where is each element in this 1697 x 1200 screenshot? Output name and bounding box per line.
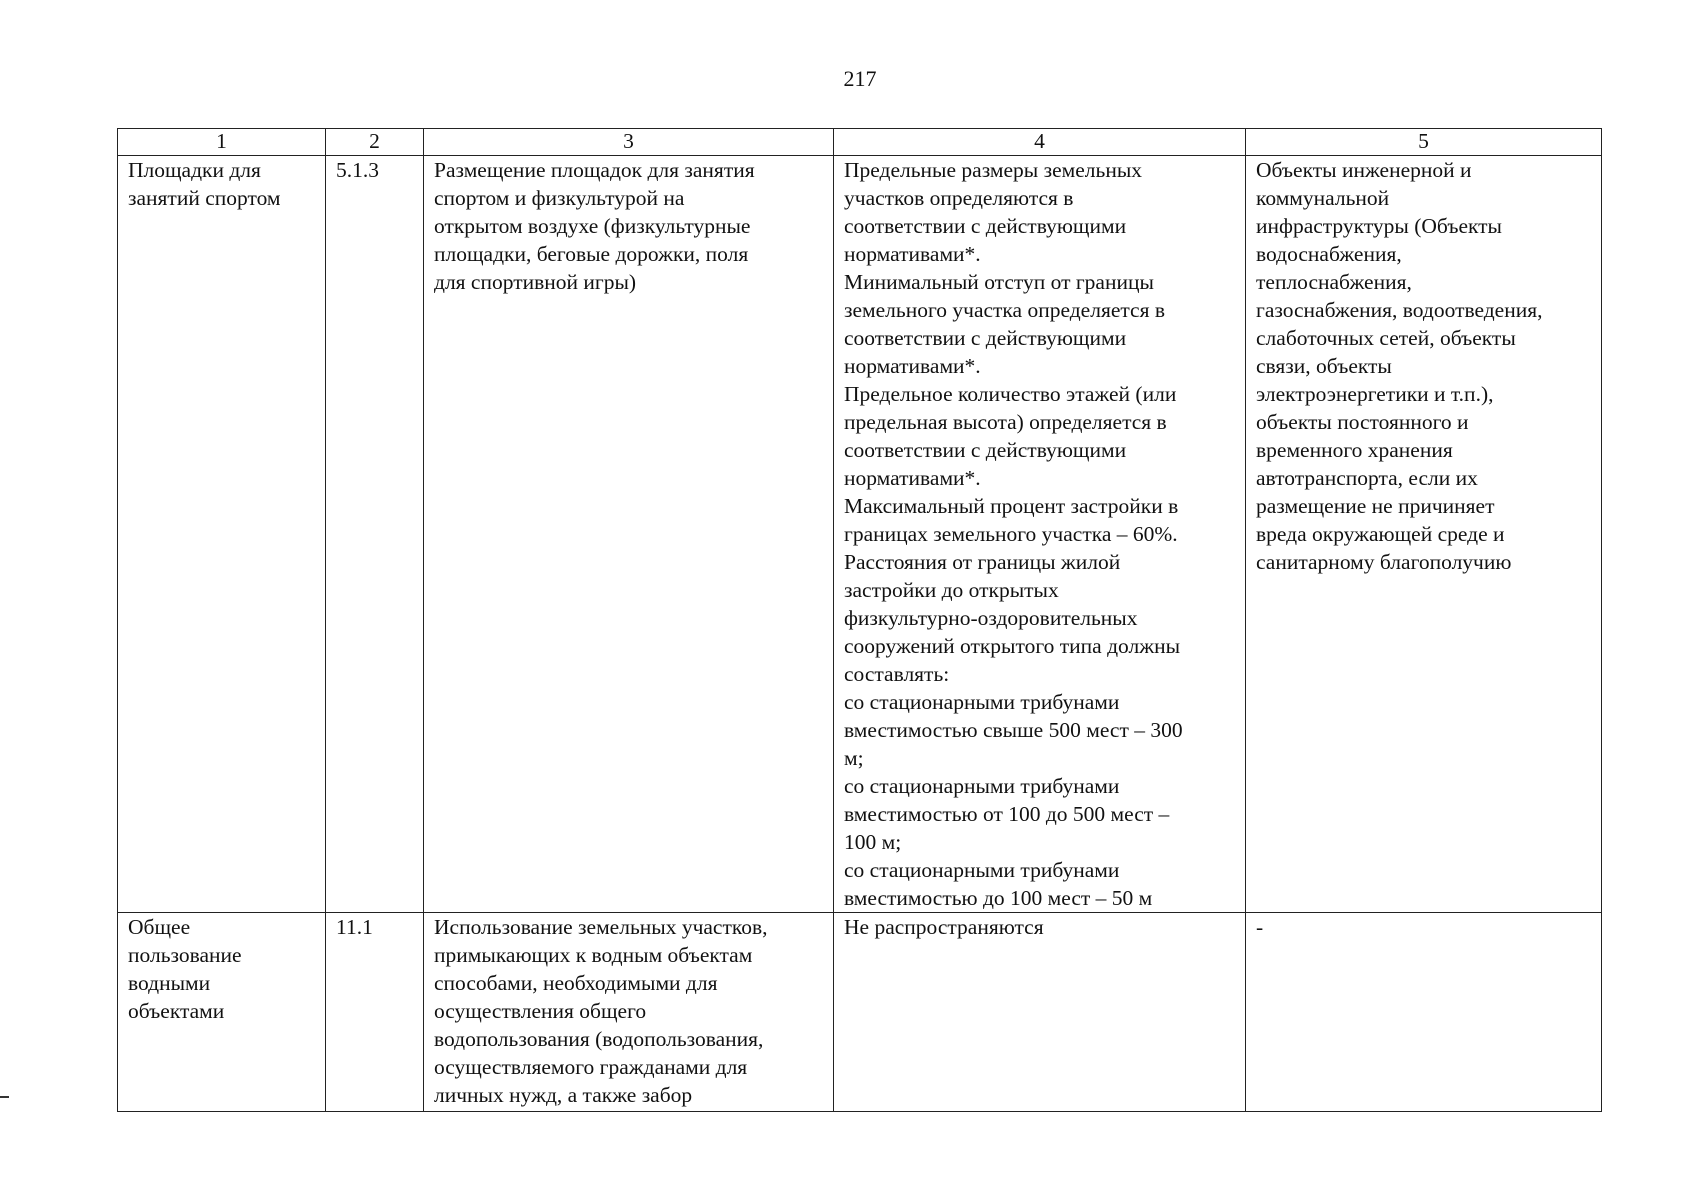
use-name-cell: Общее пользование водными объектами [118,913,326,1112]
use-description-cell: Размещение площадок для занятия спортом и физкультурой на открытом воздухе (физкультурные площадки, беговые дорожки, поля для спортивной игры) [424,156,834,913]
auxiliary-uses-cell: - [1246,913,1602,1112]
page-number: 217 [843,66,877,91]
table-row [118,913,1602,1112]
use-code-cell: 5.1.3 [326,156,424,913]
column-header-3: 3 [424,129,834,156]
column-header-1: 1 [118,129,326,156]
table-row [118,156,1602,913]
auxiliary-uses-cell: Объекты инженерной и коммунальной инфраструктуры (Объекты водоснабжения, теплоснабжения, газоснабжения, водоотведения, слаботочных сетей, объекты связи, объекты электроэнергетики и т.п.), объекты постоянного и временного хранения автотранспорта, если их размещение не причиняет вреда окружающей среде и санитарному благополучию [1246,156,1602,913]
parameters-cell: Предельные размеры земельных участков определяются в соответствии с действующими нормативами*. Минимальный отступ от границы земельного участка определяется в соответствии с действующими нормативами*. Предельное количество этажей (или предельная высота) определяется в соответствии с действующими нормативами*. Максимальный процент застройки в границах земельного участка – 60%. Расстояния от границы жилой застройки до открытых физкультурно-оздоровительных сооружений открытого типа должны составлять: со стационарными трибунами вместимостью свыше 500 мест – 300 м; со стационарными трибунами вместимостью от 100 до 500 мест – 100 м; со стационарными трибунами вместимостью до 100 мест – 50 м [834,156,1246,913]
use-name-cell: Площадки для занятий спортом [118,156,326,913]
regulations-table [117,128,1602,1112]
column-header-5: 5 [1246,129,1602,156]
parameters-cell: Не распространяются [834,913,1246,1112]
margin-mark [0,1096,9,1098]
column-header-4: 4 [834,129,1246,156]
column-header-2: 2 [326,129,424,156]
table-header-row [118,129,1602,156]
use-code-cell: 11.1 [326,913,424,1112]
use-description-cell: Использование земельных участков, примыкающих к водным объектам способами, необходимыми для осуществления общего водопользования (водопользования, осуществляемого гражданами для личных нужд, а также забор [424,913,834,1112]
